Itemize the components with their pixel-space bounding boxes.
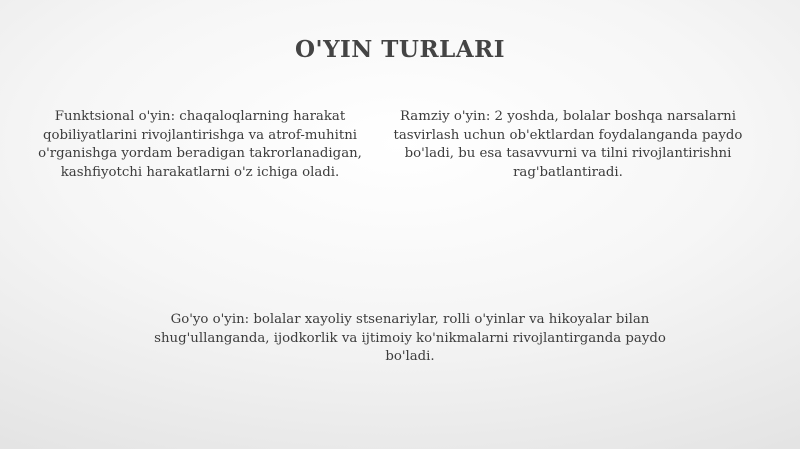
paragraph-functional-play: Funktsional o'yin: chaqaloqlarning harakat qobiliyatlarini rivojlantirishga va atrof-muhitni o'rganishga yordam beradigan takrorlanadigan, kashfiyotchi harakatlarni o'z ichiga oladi.: [38, 109, 362, 180]
paragraph-pretend-play: Go'yo o'yin: bolalar xayoliy stsenariylar, rolli o'yinlar va hikoyalar bilan shug'ullanganda, ijodkorlik va ijtimoiy ko'nikmalarni rivojlantirganda paydo bo'ladi.: [154, 312, 666, 364]
slide-title: O'YIN TURLARI: [295, 36, 505, 63]
paragraph-symbolic-play: Ramziy o'yin: 2 yoshda, bolalar boshqa narsalarni tasvirlash uchun ob'ektlardan foydalanganda paydo bo'ladi, bu esa tasavvurni va tilni rivojlantirishni rag'batlantiradi.: [393, 109, 743, 180]
